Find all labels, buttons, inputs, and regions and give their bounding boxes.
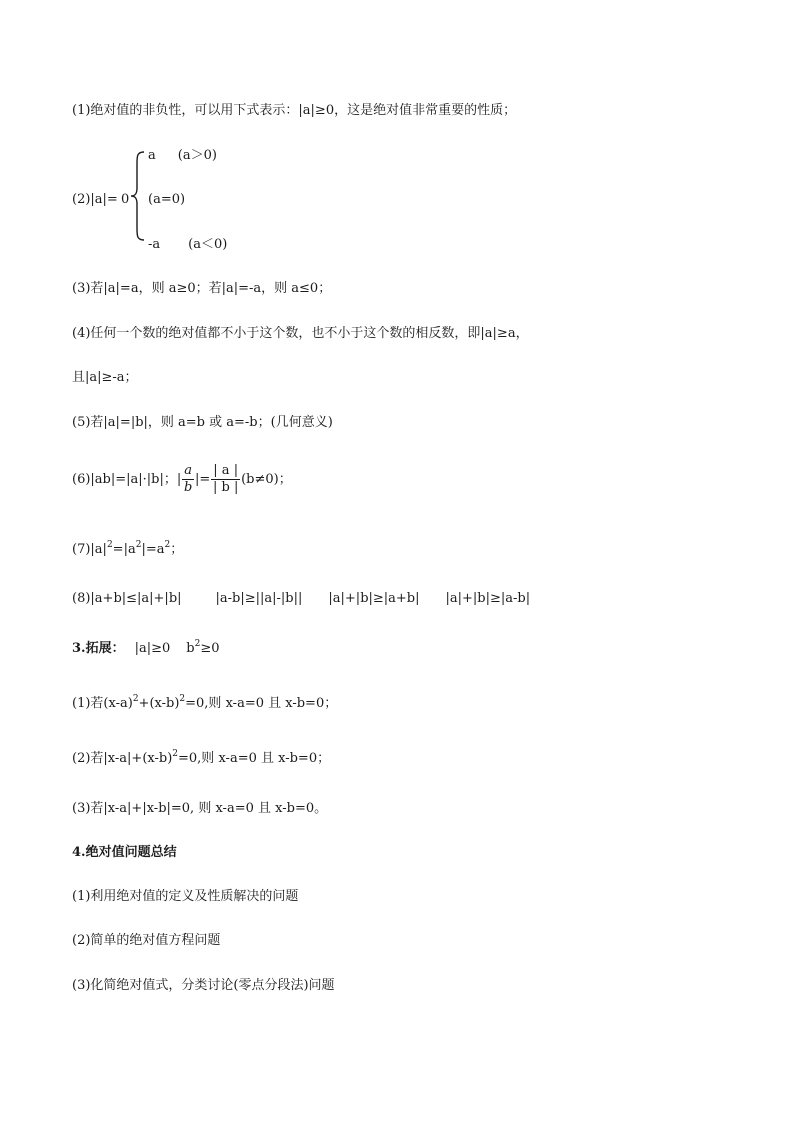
property-2-zero: 0 bbox=[121, 192, 130, 207]
triangle-inequality-1: (8)|a+b|≤|a|+|b| bbox=[72, 591, 182, 606]
extension-2: (2)若$|x-a|+(x-b)^2=0$,则 x-a=0 且 x-b=0； bbox=[72, 749, 331, 766]
property-5: (5)若|a|=|b|，则 a=b 或 a=-b；(几何意义) bbox=[72, 415, 333, 430]
summary-3: (3)化简绝对值式，分类讨论(零点分段法)问题 bbox=[72, 978, 335, 993]
section-3-heading: 3.拓展： |a|≥0 $b^2\ge 0$ bbox=[72, 639, 220, 656]
property-7: $(7)|a|^2=|a^2|=a^2$； bbox=[72, 540, 184, 557]
extension-1: (1)若$(x-a)^2+(x-b)^2=0$,则 x-a=0 且 x-b=0； bbox=[72, 694, 338, 711]
property-8 bbox=[72, 590, 530, 608]
abs-a-equals: (2)|a|= bbox=[72, 192, 118, 207]
extension-3: (3)若|x-a|+|x-b|=0, 则 x-a=0 且 x-b=0。 bbox=[72, 801, 328, 816]
case-negative-condition: (a＜0) bbox=[188, 237, 228, 252]
case-zero: (a=0) bbox=[148, 192, 186, 207]
case-positive-condition: (a＞0) bbox=[177, 148, 217, 163]
triangle-inequality-2: |a-b|≥||a|-|b|| bbox=[215, 591, 303, 606]
property-2-prefix bbox=[72, 191, 118, 209]
property-4: (4)任何一个数的绝对值都不小于这个数，也不小于这个数的相反数，即|a|≥a， bbox=[72, 326, 529, 341]
section-4-heading: 4.绝对值问题总结 bbox=[72, 845, 177, 860]
fraction-a-over-b: $\frac{a}{b}$ bbox=[183, 463, 193, 495]
summary-2: (2)简单的绝对值方程问题 bbox=[72, 933, 221, 948]
property-3: (3)若|a|=a，则 a≥0；若|a|=-a，则 a≤0； bbox=[72, 281, 332, 296]
property-1: (1)绝对值的非负性，可以用下式表示：|a|≥0，这是绝对值非常重要的性质； bbox=[72, 103, 517, 118]
left-brace bbox=[130, 150, 146, 242]
triangle-inequality-4: |a|+|b|≥|a-b| bbox=[445, 591, 531, 606]
case-negative bbox=[148, 236, 227, 254]
case-negative-value: -a bbox=[148, 237, 161, 252]
product-rule: (6)|ab|=|a|·|b|；| bbox=[72, 472, 182, 487]
property-4-continued: 且|a|≥-a； bbox=[72, 370, 138, 385]
summary-1: (1)利用绝对值的定义及性质解决的问题 bbox=[72, 889, 299, 904]
triangle-inequality-3: |a|+|b|≥|a+b| bbox=[328, 591, 420, 606]
fraction-abs-a-over-abs-b: $\frac{| a |}{| b |}$ bbox=[213, 463, 239, 495]
case-positive bbox=[148, 147, 217, 165]
property-6: (6)|ab|=|a|·|b|；| $\frac{a}{b}$ |= $\frac{| a |}{| b |}$ (b≠0)； bbox=[72, 463, 292, 495]
case-positive-value: a bbox=[148, 148, 156, 163]
